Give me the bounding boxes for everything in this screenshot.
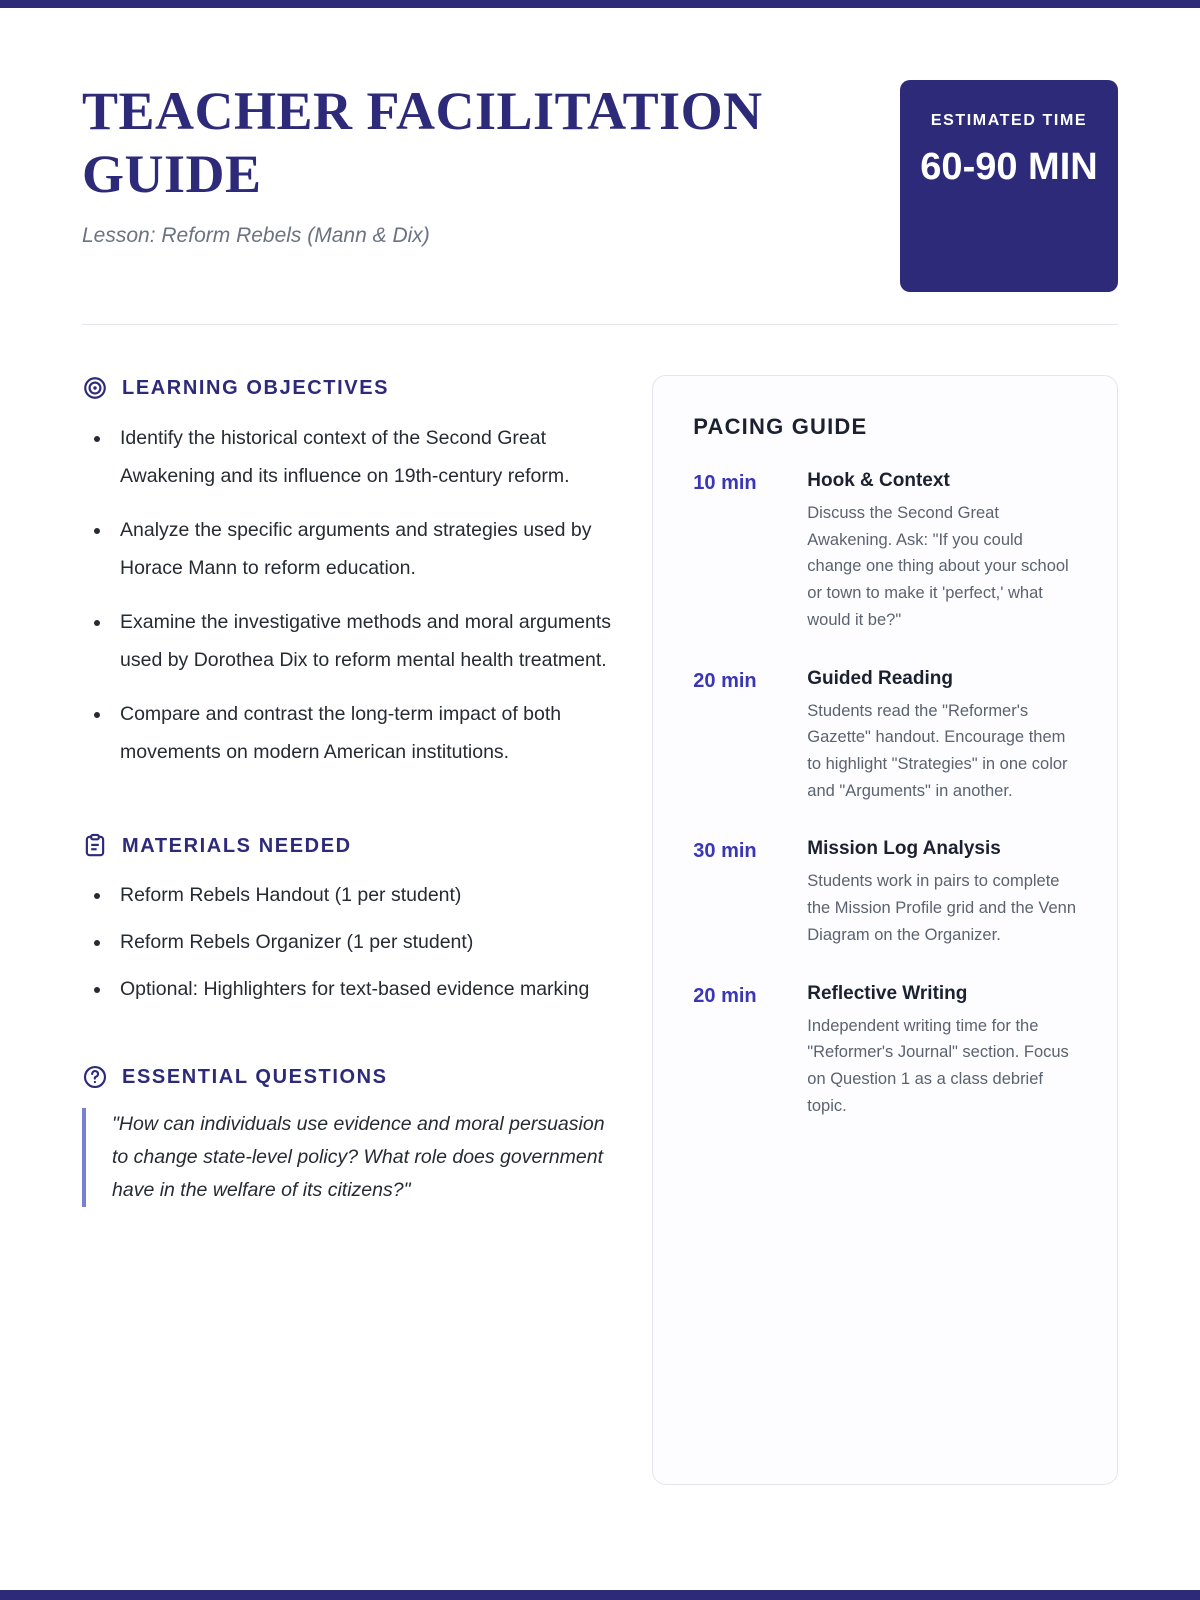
list-item: • Optional: Highlighters for text-based evidence marking <box>112 971 614 1008</box>
right-column <box>652 375 1118 1485</box>
document-header <box>82 80 1118 292</box>
list-item: • Reform Rebels Organizer (1 per student) <box>112 924 614 961</box>
pacing-body <box>807 668 1081 805</box>
pacing-label: Mission Log Analysis <box>807 838 1001 860</box>
materials-heading <box>82 833 614 859</box>
page-title: TEACHER FACILITATION GUIDE <box>82 81 763 205</box>
estimated-time-label: ESTIMATED TIME <box>930 112 1088 129</box>
pacing-guide-card <box>652 375 1118 1485</box>
essential-questions-title: ESSENTIAL QUESTIONS <box>122 1065 388 1088</box>
objectives-title: LEARNING OBJECTIVES <box>122 376 390 399</box>
pacing-label: Reflective Writing <box>807 982 968 1004</box>
pacing-time: 20 min <box>693 669 757 692</box>
header-text-block <box>82 80 842 248</box>
pacing-body <box>807 470 1081 634</box>
pacing-label: Guided Reading <box>807 667 953 689</box>
materials-title: MATERIALS NEEDED <box>122 834 352 857</box>
spacer <box>82 787 614 833</box>
header-divider <box>82 324 1118 325</box>
content-columns <box>82 375 1118 1485</box>
pacing-description: Students work in pairs to complete the Mission Profile grid and the Venn Diagram on the Organizer. <box>807 872 1077 944</box>
list-item: • Compare and contrast the long-term impact of both movements on modern American institutions. <box>112 695 614 771</box>
pacing-row <box>693 470 1081 634</box>
materials-list <box>82 877 614 1008</box>
pacing-guide-title: PACING GUIDE <box>693 414 868 439</box>
pacing-body <box>807 838 1081 948</box>
top-accent-bar <box>0 0 1200 8</box>
pacing-time: 30 min <box>693 840 757 863</box>
question-circle-icon <box>82 1064 108 1090</box>
pacing-label: Hook & Context <box>807 470 950 491</box>
clipboard-icon <box>82 833 108 859</box>
pacing-description: Independent writing time for the "Reformer's Journal" section. Focus on Question 1 as a class debrief topic. <box>807 1016 1069 1115</box>
pacing-description: Discuss the Second Great Awakening. Ask: "If you could change one thing about your school or town to make it 'perfect,' what would it be?" <box>807 504 1069 629</box>
spacer <box>82 1018 614 1064</box>
pacing-row <box>693 668 1081 805</box>
document-sheet <box>0 8 1200 1590</box>
list-item: • Examine the investigative methods and moral arguments used by Dorothea Dix to reform mental health treatment. <box>112 603 614 679</box>
essential-question-quote <box>82 1108 614 1206</box>
quote-text: "How can individuals use evidence and moral persuasion to change state-level policy? What role does government have in the welfare of its citizens?" <box>112 1113 605 1201</box>
estimated-time-value: 60-90 MIN <box>920 145 1098 188</box>
pacing-time: 20 min <box>693 984 757 1007</box>
pacing-body <box>807 983 1081 1120</box>
list-item: • Identify the historical context of the Second Great Awakening and its influence on 19th-century reform. <box>112 419 614 495</box>
page-subtitle: Lesson: Reform Rebels (Mann & Dix) <box>82 224 430 248</box>
objectives-list <box>82 419 614 771</box>
list-item: • Reform Rebels Handout (1 per student) <box>112 877 614 914</box>
bottom-accent-bar <box>0 1590 1200 1600</box>
essential-questions-heading <box>82 1064 614 1090</box>
pacing-row <box>693 838 1081 948</box>
pacing-row <box>693 983 1081 1120</box>
pacing-description: Students read the "Reformer's Gazette" handout. Encourage them to highlight "Strategies" in one color and "Arguments" in another. <box>807 701 1068 800</box>
left-column <box>82 375 614 1485</box>
estimated-time-badge <box>900 80 1118 292</box>
list-item: • Analyze the specific arguments and strategies used by Horace Mann to reform education. <box>112 511 614 587</box>
pacing-time: 10 min <box>693 472 757 494</box>
target-icon <box>82 375 108 401</box>
objectives-heading <box>82 375 614 401</box>
